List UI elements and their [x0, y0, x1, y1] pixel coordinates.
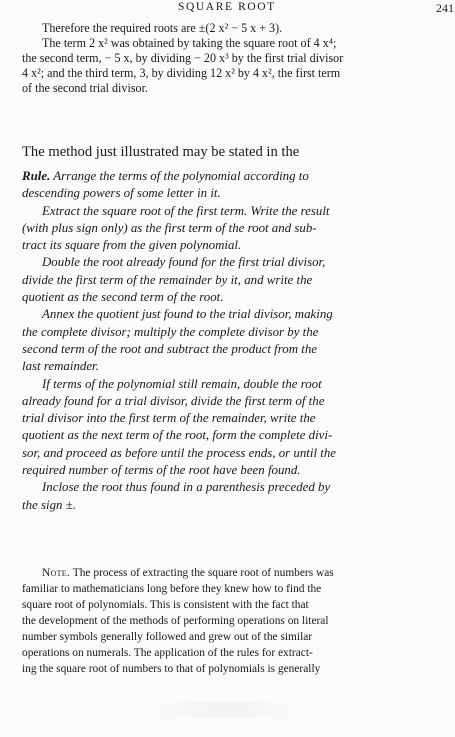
text-line: descending powers of some letter in it. — [22, 186, 221, 201]
note-block — [22, 565, 455, 677]
text-line: the sign ±. — [22, 497, 76, 512]
text-line: the second term, − 5 x, by dividing − 20 x³ by the first trial divisor — [22, 51, 344, 66]
text-line: ing the square root of numbers to that of polynomials is generally — [22, 663, 321, 675]
text-line: operations on numerals. The application of the rules for extract- — [22, 647, 313, 659]
text-line: If terms of the polynomial still remain, double the root — [42, 376, 322, 391]
text-line — [22, 168, 455, 185]
text-line: second term of the root and subtract the product from the — [22, 341, 318, 356]
page-number: 241 — [436, 1, 454, 15]
text-line: quotient as the second term of the root. — [22, 290, 224, 305]
text-line: square root of polynomials. This is consistent with the fact that — [22, 599, 309, 611]
note-text: The process of extracting the square root of numbers was — [70, 567, 334, 579]
text-line: trial divisor into the first term of the remainder, write the — [22, 411, 316, 426]
text-line — [22, 565, 455, 581]
page-header — [0, 1, 455, 17]
text-line: (with plus sign only) as the first term of the root and sub- — [22, 220, 317, 235]
text-line: Annex the quotient just found to the trial divisor, making — [42, 307, 333, 322]
text-line: number symbols generally followed and grew out of the similar — [22, 631, 313, 643]
text-line: sor, and proceed as before until the process ends, or until the — [22, 445, 336, 460]
text-line: required number of terms of the root have been found. — [22, 463, 301, 478]
text-line: of the second trial divisor. — [22, 81, 148, 96]
text-line: familiar to mathematicians long before they knew how to find the — [22, 583, 322, 595]
text-line: The term 2 x² was obtained by taking the square root of 4 x⁴; — [42, 36, 337, 51]
text-line: Therefore the required roots are ±(2 x² − 5 x + 3). — [42, 21, 283, 35]
running-title: SQUARE ROOT — [178, 1, 276, 13]
text-line: Double the root already found for the first trial divisor, — [42, 255, 326, 270]
text-line: the development of the methods of performing operations on literal — [22, 615, 329, 627]
rule-block — [22, 168, 455, 514]
rule-text: Arrange the terms of the polynomial according to — [50, 169, 309, 183]
note-label: Note. — [42, 567, 71, 579]
text-line: divide the first term of the remainder by it, and write the — [22, 272, 313, 287]
text-line: 4 x²; and the third term, 3, by dividing 12 x² by 4 x², the first term — [22, 66, 341, 81]
section-intro: The method just illustrated may be stated in the — [22, 144, 300, 160]
text-line: quotient as the next term of the root, form the complete divi- — [22, 428, 333, 443]
paragraph-roots-explanation — [22, 21, 455, 96]
text-line: last remainder. — [22, 359, 99, 374]
text-line: the complete divisor; multiply the complete divisor by the — [22, 324, 319, 339]
text-line: Inclose the root thus found in a parenthesis preceded by — [42, 480, 331, 495]
text-line: Extract the square root of the first term. Write the result — [42, 203, 330, 218]
rule-label: Rule. — [22, 169, 51, 183]
text-line: tract its square from the given polynomial. — [22, 238, 242, 253]
faint-bottom-mark — [150, 702, 300, 718]
text-line: already found for a trial divisor, divide the first term of the — [22, 393, 325, 408]
